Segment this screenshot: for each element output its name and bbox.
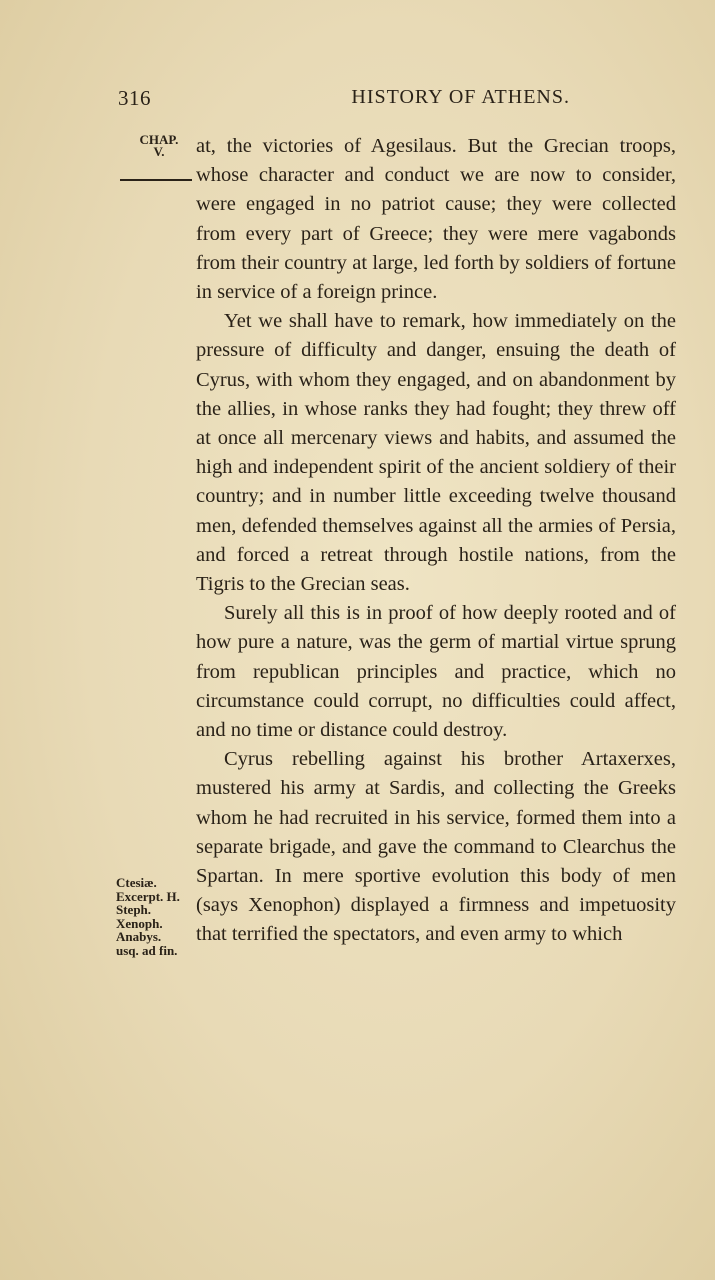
chapter-number: V.	[153, 144, 165, 159]
paragraph: Surely all this is in proof of how deeply rooted and of how pure a nature, was the germ of martial virtue sprung from republican principles and practice, which no circumstance could corrupt, no difficulties could affect, and no time or distance could destroy.	[196, 602, 676, 742]
chapter-marker	[134, 134, 184, 158]
margin-note-line: Ctesiæ.	[116, 875, 157, 890]
page-number: 316	[118, 86, 151, 110]
running-head	[118, 86, 570, 116]
running-title: HISTORY OF ATHENS.	[351, 86, 570, 108]
body-text	[196, 132, 676, 950]
paragraph: Yet we shall have to remark, how immediately on the pressure of difficulty and danger, ensuing the death of Cyrus, with whom they engaged, and on abandonment by the allies, in whose ranks they had fought; they threw off at once all mercenary views and habits, and assumed the high and independent spirit of the ancient soldiery of their country; and in number little exceeding twelve thousand men, defended themselves against all the armies of Persia, and forced a retreat through hostile nations, from the Tigris to the Grecian seas.	[196, 310, 676, 596]
paragraph: Cyrus rebelling against his brother Artaxerxes, mustered his army at Sardis, and collecting the Greeks whom he had recruited in his service, formed them into a separate brigade, and gave the command to Clearchus the Spartan. In mere sportive evolution this body of men (says Xenophon) displayed a firmness and impetuosity that terrified the spectators, and even army to which	[196, 748, 676, 946]
chapter-rule	[120, 179, 192, 181]
margin-note-line: Excerpt. H.	[116, 888, 180, 904]
margin-note	[116, 876, 196, 957]
margin-note-line: usq. ad fin.	[116, 942, 178, 958]
chapter-label: CHAP.	[139, 132, 179, 147]
margin-note-line: Steph.	[116, 902, 152, 917]
paragraph: at, the victories of Agesilaus. But the Grecian troops, whose character and conduct we are now to consider, were engaged in no patriot cause; they were collected from every part of Greece; they were mere vagabonds from their country at large, led forth by soldiers of fortune in service of a foreign prince.	[196, 135, 676, 304]
margin-note-line: Xenoph.	[116, 915, 163, 931]
margin-note-line: Anabys.	[116, 929, 162, 944]
